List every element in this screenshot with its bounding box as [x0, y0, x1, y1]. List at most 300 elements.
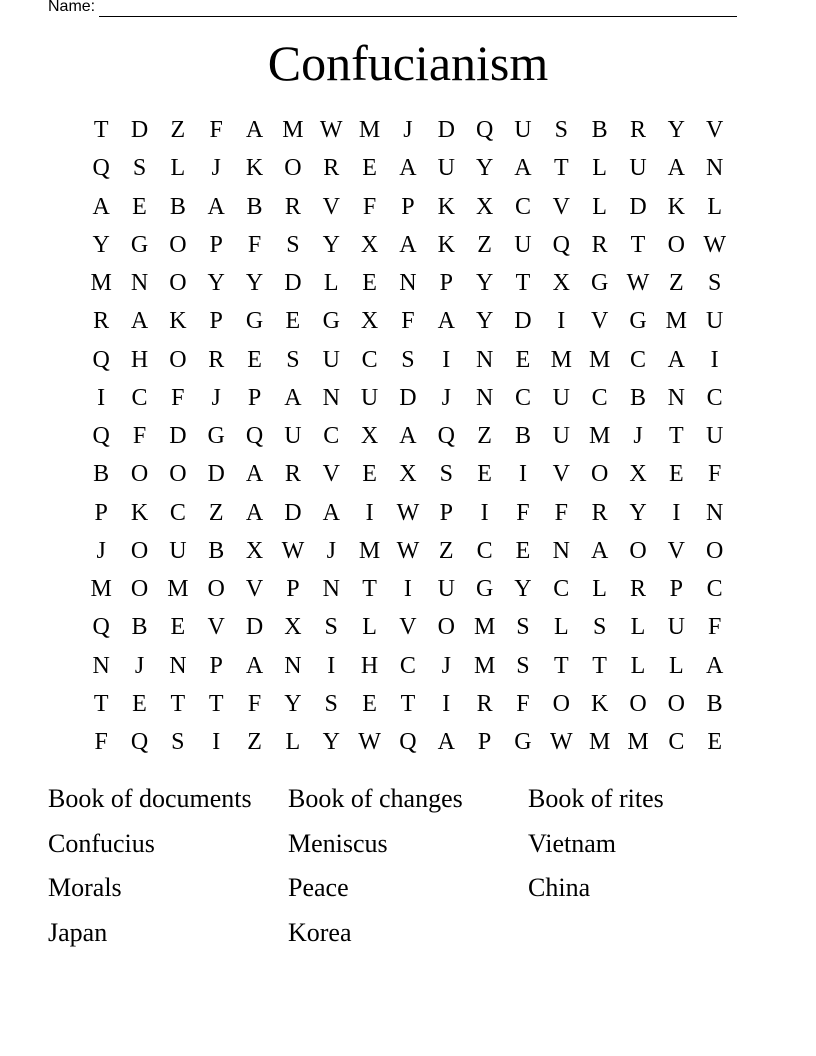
grid-letter[interactable]: Z — [668, 270, 684, 297]
grid-letter[interactable]: V — [322, 193, 340, 220]
grid-letter[interactable]: D — [629, 193, 647, 220]
grid-letter[interactable]: V — [207, 614, 225, 641]
grid-letter[interactable]: G — [590, 270, 609, 297]
grid-letter[interactable]: J — [441, 384, 451, 411]
grid-letter[interactable]: S — [324, 614, 338, 641]
grid-letter[interactable]: L — [668, 652, 684, 679]
grid-letter[interactable]: E — [247, 346, 262, 373]
grid-letter[interactable]: A — [399, 231, 417, 258]
grid-letter[interactable]: M — [588, 423, 611, 450]
grid-letter[interactable]: E — [515, 346, 531, 373]
grid-letter[interactable]: N — [706, 499, 724, 526]
grid-letter[interactable]: S — [516, 652, 530, 679]
grid-letter[interactable]: T — [170, 690, 186, 717]
grid-letter[interactable]: O — [437, 614, 455, 641]
grid-letter[interactable]: Z — [477, 423, 492, 450]
grid-letter[interactable]: I — [518, 461, 527, 488]
grid-letter[interactable]: D — [284, 270, 302, 297]
grid-letter[interactable]: K — [590, 690, 609, 717]
grid-letter[interactable]: E — [362, 461, 377, 488]
grid-letter[interactable]: D — [169, 423, 187, 450]
grid-letter[interactable]: Q — [475, 117, 494, 144]
grid-letter[interactable]: P — [209, 652, 223, 679]
grid-letter[interactable]: A — [590, 537, 609, 564]
grid-letter[interactable]: O — [130, 576, 149, 603]
grid-letter[interactable]: L — [553, 614, 569, 641]
grid-letter[interactable]: R — [629, 576, 646, 603]
grid-letter[interactable]: S — [171, 729, 185, 756]
grid-letter[interactable]: C — [514, 193, 531, 220]
grid-letter[interactable]: J — [441, 652, 451, 679]
grid-row — [82, 341, 734, 379]
grid-letter[interactable]: R — [284, 461, 301, 488]
grid-letter[interactable]: A — [706, 652, 724, 679]
grid-letter[interactable]: U — [706, 423, 724, 450]
grid-letter[interactable]: D — [514, 308, 532, 335]
grid-letter[interactable]: G — [130, 231, 149, 258]
grid-letter[interactable]: F — [362, 193, 377, 220]
grid-letter[interactable]: Z — [208, 499, 224, 526]
grid-letter[interactable]: C — [399, 652, 416, 679]
grid-letter[interactable]: C — [668, 729, 685, 756]
grid-letter[interactable]: A — [399, 423, 417, 450]
grid-letter[interactable]: E — [362, 155, 377, 182]
grid-letter[interactable]: M — [627, 729, 649, 756]
grid-letter[interactable]: U — [322, 346, 340, 373]
grid-letter[interactable]: S — [439, 461, 453, 488]
grid-letter[interactable]: O — [130, 537, 149, 564]
grid-letter[interactable]: S — [401, 346, 415, 373]
grid-letter[interactable]: X — [360, 231, 379, 258]
grid-letter[interactable]: E — [132, 193, 147, 220]
grid-letter[interactable]: E — [170, 614, 186, 641]
grid-letter[interactable]: M — [358, 537, 381, 564]
grid-letter[interactable]: V — [322, 461, 340, 488]
grid-letter[interactable]: D — [399, 384, 417, 411]
grid-letter[interactable]: M — [473, 652, 496, 679]
grid-letter[interactable]: O — [590, 461, 609, 488]
grid-letter[interactable]: Q — [92, 614, 110, 641]
grid-letter[interactable]: E — [668, 461, 684, 488]
grid-letter[interactable]: B — [591, 117, 608, 144]
grid-letter[interactable]: Z — [170, 117, 186, 144]
grid-letter[interactable]: I — [365, 499, 374, 526]
grid-letter[interactable]: Z — [477, 231, 492, 258]
grid-letter[interactable]: X — [552, 270, 570, 297]
grid-letter[interactable]: X — [360, 308, 379, 335]
grid-letter[interactable]: N — [169, 652, 187, 679]
grid-letter[interactable]: V — [552, 461, 570, 488]
grid-letter[interactable]: Y — [514, 576, 532, 603]
grid-letter[interactable]: L — [285, 729, 301, 756]
grid-letter[interactable]: U — [552, 423, 570, 450]
grid-letter[interactable]: S — [707, 270, 722, 297]
grid-letter[interactable]: E — [362, 690, 377, 717]
grid-letter[interactable]: U — [169, 537, 187, 564]
grid-letter[interactable]: P — [209, 308, 223, 335]
grid-letter[interactable]: R — [284, 193, 301, 220]
grid-letter[interactable]: F — [401, 308, 415, 335]
grid-letter[interactable]: U — [437, 576, 455, 603]
grid-letter[interactable]: T — [630, 231, 646, 258]
grid-letter[interactable]: Q — [92, 155, 110, 182]
grid-letter[interactable]: L — [362, 614, 377, 641]
grid-letter[interactable]: C — [361, 346, 378, 373]
grid-letter[interactable]: W — [549, 729, 573, 756]
grid-letter[interactable]: B — [93, 461, 110, 488]
grid-letter[interactable]: I — [557, 308, 566, 335]
grid-letter[interactable]: Y — [475, 155, 494, 182]
grid-letter[interactable]: K — [437, 193, 455, 220]
grid-letter[interactable]: B — [131, 614, 148, 641]
grid-letter[interactable]: I — [442, 346, 451, 373]
grid-letter[interactable]: U — [360, 384, 379, 411]
grid-letter[interactable]: Y — [322, 231, 340, 258]
grid-letter[interactable]: J — [134, 652, 145, 679]
grid-letter[interactable]: L — [707, 193, 722, 220]
grid-letter[interactable]: F — [516, 499, 530, 526]
grid-letter[interactable]: Z — [247, 729, 262, 756]
grid-letter[interactable]: U — [284, 423, 302, 450]
grid-row — [82, 149, 734, 187]
grid-letter[interactable]: A — [245, 461, 264, 488]
grid-letter[interactable]: T — [93, 690, 109, 717]
grid-letter[interactable]: C — [514, 384, 531, 411]
grid-letter[interactable]: W — [396, 537, 420, 564]
grid-letter[interactable]: G — [629, 308, 647, 335]
grid-letter[interactable]: Q — [130, 729, 149, 756]
grid-letter[interactable]: O — [706, 537, 724, 564]
grid-letter[interactable]: R — [591, 231, 608, 258]
grid-letter[interactable]: L — [592, 576, 607, 603]
grid-letter[interactable]: E — [285, 308, 301, 335]
grid-letter[interactable]: M — [588, 729, 611, 756]
grid-letter[interactable]: U — [514, 231, 532, 258]
grid-letter[interactable]: O — [207, 576, 225, 603]
grid-letter[interactable]: C — [323, 423, 340, 450]
grid-letter[interactable]: Y — [92, 231, 110, 258]
grid-letter[interactable]: U — [514, 117, 532, 144]
grid-letter[interactable]: F — [171, 384, 185, 411]
grid-letter[interactable]: M — [167, 576, 189, 603]
grid-letter[interactable]: Y — [475, 270, 494, 297]
grid-letter[interactable]: J — [633, 423, 643, 450]
grid-letter[interactable]: X — [284, 614, 302, 641]
grid-letter[interactable]: V — [399, 614, 417, 641]
grid-letter[interactable]: O — [667, 690, 685, 717]
grid-letter[interactable]: Y — [245, 270, 264, 297]
grid-letter[interactable]: D — [284, 499, 302, 526]
grid-letter[interactable]: X — [475, 193, 494, 220]
grid-letter[interactable]: N — [92, 652, 110, 679]
grid-letter[interactable]: W — [358, 729, 381, 756]
grid-letter[interactable]: N — [667, 384, 685, 411]
grid-letter[interactable]: T — [553, 155, 569, 182]
grid-letter[interactable]: E — [707, 729, 722, 756]
grid-letter[interactable]: T — [515, 270, 531, 297]
grid-letter[interactable]: Q — [437, 423, 455, 450]
grid-letter[interactable]: W — [396, 499, 420, 526]
grid-letter[interactable]: X — [399, 461, 417, 488]
grid-letter[interactable]: G — [207, 423, 225, 450]
grid-letter[interactable]: X — [629, 461, 647, 488]
grid-letter[interactable]: O — [169, 461, 187, 488]
grid-letter[interactable]: F — [247, 690, 262, 717]
grid-letter[interactable]: P — [286, 576, 300, 603]
grid-letter[interactable]: F — [516, 690, 530, 717]
grid-letter[interactable]: P — [94, 499, 108, 526]
page-title: Confucianism — [267, 35, 549, 91]
grid-letter[interactable]: S — [286, 346, 300, 373]
grid-letter[interactable]: F — [94, 729, 108, 756]
grid-letter[interactable]: D — [207, 461, 225, 488]
grid-letter[interactable]: I — [480, 499, 489, 526]
grid-letter[interactable]: A — [399, 155, 417, 182]
grid-letter[interactable]: F — [247, 231, 262, 258]
grid-letter[interactable]: D — [245, 614, 264, 641]
grid-letter[interactable]: X — [360, 423, 379, 450]
grid-letter[interactable]: R — [476, 690, 493, 717]
grid-letter[interactable]: S — [554, 117, 568, 144]
grid-letter[interactable]: C — [131, 384, 148, 411]
grid-letter[interactable]: Y — [207, 270, 225, 297]
grid-letter[interactable]: Y — [629, 499, 647, 526]
grid-letter[interactable]: U — [552, 384, 570, 411]
grid-letter[interactable]: Y — [667, 117, 685, 144]
grid-letter[interactable]: O — [629, 537, 647, 564]
grid-letter[interactable]: Q — [92, 423, 110, 450]
grid-letter[interactable]: Q — [552, 231, 570, 258]
grid-letter[interactable]: O — [130, 461, 149, 488]
grid-letter[interactable]: C — [629, 346, 646, 373]
grid-letter[interactable]: T — [208, 690, 224, 717]
grid-letter[interactable]: O — [667, 231, 685, 258]
grid-letter[interactable]: J — [211, 384, 221, 411]
grid-letter[interactable]: K — [667, 193, 685, 220]
grid-letter[interactable]: C — [553, 576, 570, 603]
grid-letter[interactable]: C — [476, 537, 493, 564]
grid-letter[interactable]: P — [209, 231, 223, 258]
grid-letter[interactable]: B — [208, 537, 225, 564]
grid-letter[interactable]: F — [132, 423, 147, 450]
grid-letter[interactable]: M — [358, 117, 381, 144]
grid-letter[interactable]: M — [588, 346, 611, 373]
grid-letter[interactable]: T — [592, 652, 607, 679]
grid-letter[interactable]: J — [403, 117, 413, 144]
grid-letter[interactable]: W — [626, 270, 650, 297]
grid-letter[interactable]: I — [97, 384, 106, 411]
grid-letter[interactable]: P — [439, 499, 453, 526]
grid-letter[interactable]: L — [323, 270, 339, 297]
grid-letter[interactable]: U — [629, 155, 647, 182]
grid-letter[interactable]: C — [169, 499, 186, 526]
grid-letter[interactable]: A — [284, 384, 302, 411]
grid-letter[interactable]: F — [707, 461, 722, 488]
grid-letter[interactable]: V — [667, 537, 685, 564]
grid-letter[interactable]: P — [439, 270, 453, 297]
word-list-item: Korea — [288, 917, 352, 947]
grid-letter[interactable]: G — [322, 308, 340, 335]
grid-letter[interactable]: L — [592, 193, 607, 220]
grid-letter[interactable]: A — [92, 193, 110, 220]
grid-letter[interactable]: O — [284, 155, 302, 182]
grid-letter[interactable]: I — [442, 690, 451, 717]
grid-letter[interactable]: A — [667, 155, 685, 182]
grid-letter[interactable]: L — [170, 155, 186, 182]
grid-letter[interactable]: N — [322, 384, 340, 411]
grid-letter[interactable]: C — [706, 384, 723, 411]
grid-letter[interactable]: S — [592, 614, 607, 641]
grid-letter[interactable]: A — [322, 499, 340, 526]
grid-letter[interactable]: Y — [284, 690, 302, 717]
grid-letter[interactable]: A — [667, 346, 685, 373]
grid-letter[interactable]: I — [672, 499, 681, 526]
grid-letter[interactable]: E — [362, 270, 377, 297]
grid-letter[interactable]: A — [130, 308, 149, 335]
grid-letter[interactable]: N — [284, 652, 302, 679]
grid-letter[interactable]: K — [437, 231, 455, 258]
grid-letter[interactable]: T — [400, 690, 416, 717]
grid-letter[interactable]: D — [437, 117, 455, 144]
grid-row — [82, 570, 734, 608]
grid-letter[interactable]: V — [552, 193, 570, 220]
grid-letter[interactable]: M — [473, 614, 496, 641]
grid-letter[interactable]: A — [207, 193, 225, 220]
grid-letter[interactable]: L — [630, 614, 646, 641]
grid-letter[interactable]: A — [245, 499, 264, 526]
grid-letter[interactable]: O — [169, 270, 187, 297]
grid-row — [82, 647, 734, 685]
grid-letter[interactable]: M — [90, 576, 112, 603]
grid-letter[interactable]: H — [130, 346, 149, 373]
grid-row — [82, 532, 734, 570]
grid-letter[interactable]: W — [703, 231, 726, 258]
grid-letter[interactable]: V — [590, 308, 609, 335]
grid-letter[interactable]: B — [514, 423, 531, 450]
grid-letter[interactable]: P — [669, 576, 683, 603]
grid-letter[interactable]: I — [327, 652, 336, 679]
grid-letter[interactable]: N — [706, 155, 724, 182]
grid-letter[interactable]: S — [516, 614, 530, 641]
grid-letter[interactable]: O — [552, 690, 570, 717]
grid-letter[interactable]: O — [169, 231, 187, 258]
grid-letter[interactable]: A — [437, 308, 455, 335]
grid-letter[interactable]: T — [553, 652, 569, 679]
grid-letter[interactable]: L — [630, 652, 646, 679]
grid-letter[interactable]: B — [246, 193, 263, 220]
grid-letter[interactable]: M — [665, 308, 687, 335]
grid-letter[interactable]: N — [552, 537, 570, 564]
grid-letter[interactable]: V — [706, 117, 724, 144]
grid-letter[interactable]: G — [245, 308, 264, 335]
grid-letter[interactable]: N — [322, 576, 340, 603]
grid-letter[interactable]: P — [247, 384, 262, 411]
grid-letter[interactable]: B — [629, 384, 646, 411]
grid-letter[interactable]: R — [208, 346, 225, 373]
grid-letter[interactable]: R — [323, 155, 340, 182]
grid-letter[interactable]: G — [475, 576, 494, 603]
grid-letter[interactable]: W — [319, 117, 343, 144]
grid-letter[interactable]: Z — [438, 537, 454, 564]
grid-letter[interactable]: R — [629, 117, 646, 144]
grid-letter[interactable]: T — [93, 117, 109, 144]
grid-letter[interactable]: A — [437, 729, 455, 756]
grid-letter[interactable]: B — [706, 690, 723, 717]
grid-letter[interactable]: T — [668, 423, 684, 450]
grid-letter[interactable]: Q — [399, 729, 417, 756]
grid-letter[interactable]: E — [477, 461, 492, 488]
grid-letter[interactable]: P — [401, 193, 415, 220]
grid-letter[interactable]: S — [132, 155, 147, 182]
grid-letter[interactable]: Q — [245, 423, 264, 450]
name-blank-line[interactable] — [99, 1, 737, 17]
grid-letter[interactable]: U — [437, 155, 455, 182]
grid-letter[interactable]: E — [515, 537, 531, 564]
grid-letter[interactable]: Y — [322, 729, 340, 756]
grid-letter[interactable]: O — [169, 346, 187, 373]
grid-letter[interactable]: W — [281, 537, 305, 564]
grid-letter[interactable]: J — [211, 155, 221, 182]
grid-letter[interactable]: L — [592, 155, 607, 182]
grid-letter[interactable]: K — [169, 308, 187, 335]
grid-letter[interactable]: R — [591, 499, 608, 526]
grid-letter[interactable]: F — [707, 614, 722, 641]
grid-letter[interactable]: T — [362, 576, 377, 603]
grid-letter[interactable]: M — [550, 346, 572, 373]
grid-letter[interactable]: I — [403, 576, 412, 603]
grid-letter[interactable]: B — [169, 193, 186, 220]
grid-letter[interactable]: Y — [475, 308, 494, 335]
grid-letter[interactable]: V — [245, 576, 264, 603]
grid-letter[interactable]: I — [710, 346, 719, 373]
grid-letter[interactable]: A — [245, 652, 264, 679]
grid-letter[interactable]: M — [90, 270, 112, 297]
grid-letter[interactable]: M — [282, 117, 304, 144]
grid-row — [82, 417, 734, 455]
grid-letter[interactable]: F — [209, 117, 223, 144]
grid-letter[interactable]: K — [245, 155, 264, 182]
grid-letter[interactable]: F — [554, 499, 568, 526]
grid-letter[interactable]: G — [514, 729, 532, 756]
grid-letter[interactable]: C — [591, 384, 608, 411]
grid-letter[interactable]: O — [629, 690, 647, 717]
grid-letter[interactable]: N — [475, 346, 494, 373]
grid-letter[interactable]: S — [324, 690, 338, 717]
grid-letter[interactable]: R — [93, 308, 110, 335]
grid-letter[interactable]: J — [326, 537, 336, 564]
grid-letter[interactable]: A — [245, 117, 264, 144]
grid-letter[interactable]: E — [132, 690, 147, 717]
grid-letter[interactable]: Q — [92, 346, 110, 373]
grid-row — [82, 264, 734, 302]
word-list-item: China — [528, 873, 591, 902]
grid-letter[interactable]: U — [667, 614, 685, 641]
grid-letter[interactable]: D — [130, 117, 149, 144]
grid-letter[interactable]: I — [212, 729, 221, 756]
grid-letter[interactable]: C — [706, 576, 723, 603]
grid-letter[interactable]: K — [130, 499, 149, 526]
grid-letter[interactable]: N — [130, 270, 149, 297]
grid-letter[interactable]: J — [96, 537, 106, 564]
grid-letter[interactable]: N — [475, 384, 494, 411]
grid-letter[interactable]: U — [706, 308, 724, 335]
grid-letter[interactable]: N — [399, 270, 417, 297]
grid-letter[interactable]: H — [360, 652, 379, 679]
grid-letter[interactable]: P — [477, 729, 492, 756]
grid-letter[interactable]: S — [286, 231, 300, 258]
grid-letter[interactable]: X — [245, 537, 264, 564]
grid-letter[interactable]: A — [514, 155, 532, 182]
